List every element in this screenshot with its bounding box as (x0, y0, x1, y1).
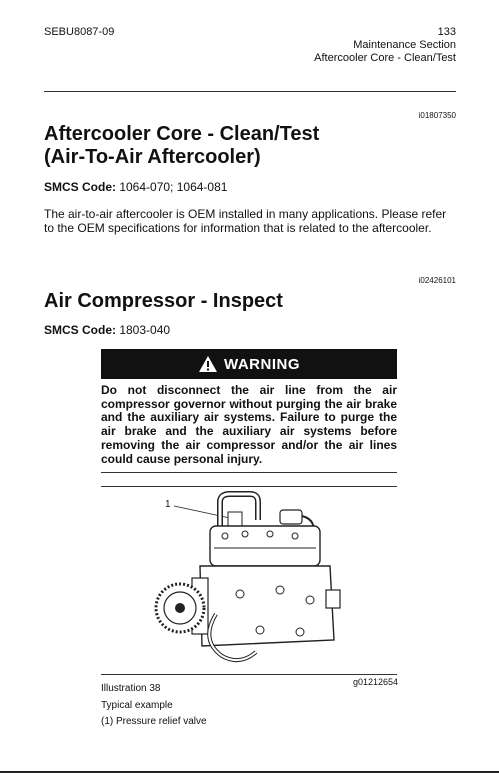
warning-title: WARNING (224, 355, 300, 373)
ref-id-aftercooler: i01807350 (418, 111, 456, 120)
section-name: Maintenance Section (353, 39, 456, 51)
ref-id-compressor: i02426101 (418, 276, 456, 285)
heading-aftercooler-line1: Aftercooler Core - Clean/Test (44, 123, 320, 145)
heading-aftercooler-line2: (Air-To-Air Aftercooler) (44, 146, 261, 168)
page-number: 133 (437, 26, 456, 38)
running-header (314, 26, 456, 65)
smcs-code-compressor (44, 323, 170, 337)
warning-triangle-icon (198, 355, 218, 373)
fitting (280, 510, 302, 524)
smcs-label: SMCS Code: (44, 180, 116, 194)
cylinder-head (210, 526, 320, 566)
doc-id: SEBU8087-09 (44, 26, 115, 38)
heading-aftercooler (44, 123, 319, 169)
illustration-label: Illustration 38 (101, 683, 161, 694)
smcs-label: SMCS Code: (44, 323, 116, 337)
figure-id: g01212654 (352, 677, 398, 687)
air-compressor-illustration (130, 490, 370, 670)
topic-name: Aftercooler Core - Clean/Test (314, 52, 456, 64)
figure-top-rule (101, 486, 397, 487)
smcs-value: 1803-040 (116, 323, 171, 337)
heading-compressor: Air Compressor - Inspect (44, 290, 283, 312)
header-divider (44, 91, 456, 92)
warning-banner (101, 349, 397, 379)
crankcase (200, 566, 334, 646)
warning-bottom-rule (101, 472, 397, 473)
callout-number: 1 (165, 499, 171, 510)
smcs-code-aftercooler (44, 180, 227, 194)
figure-legend: (1) Pressure relief valve (101, 716, 207, 727)
smcs-value: 1064-070; 1064-081 (116, 180, 228, 194)
aftercooler-body: The air-to-air aftercooler is OEM installed in many applications. Please refer to the OEM specifications for information that is related to the aftercooler. (44, 207, 447, 235)
warning-text: Do not disconnect the air line from the air compressor governor without purging the air brake and the auxiliary air systems. Failure to purge the air brake and the auxiliary air systems before removing the air compressor and/or the air lines could cause personal injury. (101, 383, 397, 466)
figure-caption: Typical example (101, 700, 173, 711)
figure-bottom-rule (101, 674, 397, 675)
